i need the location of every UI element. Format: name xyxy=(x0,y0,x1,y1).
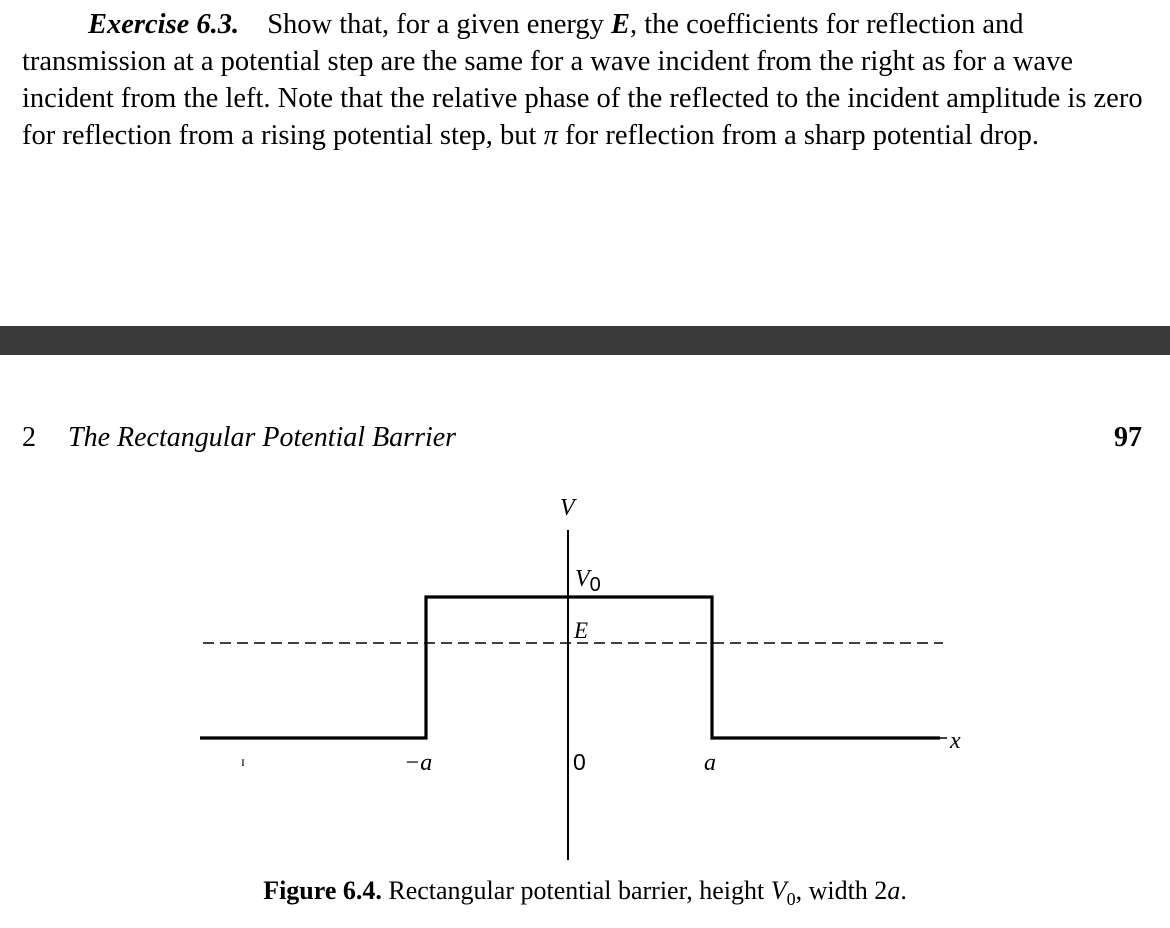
page-number: 97 xyxy=(1114,422,1142,453)
v0-sub: 0 xyxy=(589,574,601,596)
figure-caption xyxy=(0,876,1170,910)
tick-a: a xyxy=(704,750,716,776)
caption-text-start: Rectangular potential barrier, height xyxy=(388,876,771,905)
x-axis-label: x xyxy=(950,728,961,754)
tick-zero: 0 xyxy=(573,749,586,775)
tick-neg-a: −a xyxy=(404,750,433,776)
exercise-text-end: , the coefficients for reflection and transmission at a potential step are the same for a wave incident from the right as for a wave incident from the left. Note that the relative phase of the reflected to the incident amplitude is zero for reflection from a rising potential step, but xyxy=(22,9,1143,151)
pi-symbol: π xyxy=(543,120,558,151)
page-divider xyxy=(0,326,1170,355)
stray-mark: ɪ xyxy=(241,755,245,770)
caption-text-end: , width 2 xyxy=(795,876,888,905)
caption-period: . xyxy=(900,876,907,905)
caption-v: V xyxy=(770,876,787,905)
chapter-title: The Rectangular Potential Barrier xyxy=(68,422,457,453)
caption-label: Figure 6.4. xyxy=(263,876,382,905)
v-axis-label: V xyxy=(560,495,575,521)
v0-label xyxy=(575,566,601,596)
energy-symbol: E xyxy=(610,9,630,40)
caption-v-sub: 0 xyxy=(786,889,796,910)
potential-profile xyxy=(200,597,940,738)
caption-a: a xyxy=(887,876,901,905)
exercise-label: Exercise 6.3. xyxy=(88,9,240,40)
running-header xyxy=(22,422,1142,458)
energy-label: E xyxy=(574,618,589,643)
exercise-text-start: Show that, for a given energy xyxy=(267,9,611,40)
chapter-number: 2 xyxy=(22,422,36,453)
v0-main: V xyxy=(575,566,590,592)
barrier-figure xyxy=(0,480,1170,870)
exercise-paragraph xyxy=(22,6,1146,154)
exercise-text-tail: for reflection from a sharp potential drop. xyxy=(564,120,1040,151)
